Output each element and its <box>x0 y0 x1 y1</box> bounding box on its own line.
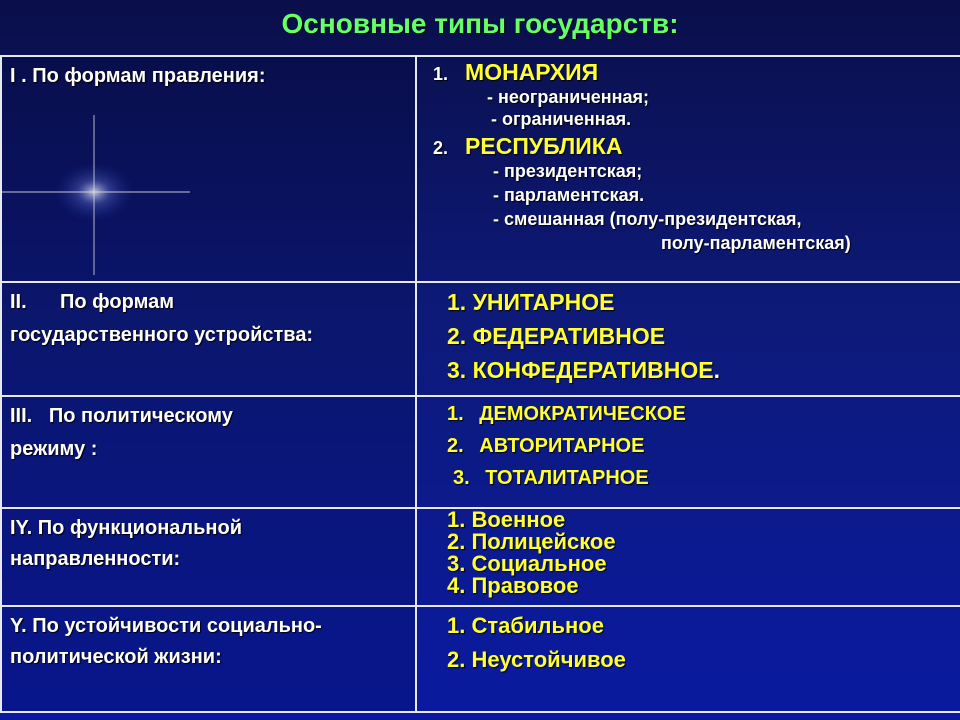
item-name: ДЕМОКРАТИЧЕСКОЕ <box>479 403 686 425</box>
item-number: 1. <box>447 613 466 638</box>
list-item <box>447 647 626 673</box>
row-label-line: Y. По устойчивости социально- <box>10 615 322 637</box>
item-name: КОНФЕДЕРАТИВНОЕ <box>472 357 714 383</box>
item-suffix: . <box>713 357 721 383</box>
row-content <box>416 606 960 712</box>
list-item <box>447 289 614 316</box>
item-name: УНИТАРНОЕ <box>472 289 615 315</box>
item-number: 2. <box>433 138 449 158</box>
row-label-line: режиму : <box>10 438 98 460</box>
item-name: ТОТАЛИТАРНОЕ <box>485 467 649 489</box>
list-item <box>447 575 579 597</box>
sub-item: - ограниченная. <box>491 109 632 129</box>
list-item <box>447 553 607 575</box>
sub-item: - парламентская. <box>493 185 645 205</box>
list-item <box>447 509 565 531</box>
row-label <box>1 396 416 508</box>
row-label <box>1 606 416 712</box>
sub-item: полу-парламентская) <box>661 233 851 253</box>
item-number: 3. <box>447 551 466 576</box>
sub-item: - неограниченная; <box>487 87 650 107</box>
table-row-functional-orientation <box>1 508 960 606</box>
row-label-line: III. По политическому <box>10 405 233 427</box>
item-number: 4. <box>447 573 466 598</box>
item-name: РЕСПУБЛИКА <box>465 133 623 159</box>
list-item <box>433 59 598 86</box>
item-number: 1. <box>447 403 464 425</box>
table-row-forms-of-government <box>1 56 960 282</box>
row-label <box>1 56 416 282</box>
item-name: Военное <box>471 507 566 532</box>
item-name: ФЕДЕРАТИВНОЕ <box>472 323 666 349</box>
table-row-stability <box>1 606 960 712</box>
row-content <box>416 396 960 508</box>
row-label-line: направленности: <box>10 548 181 570</box>
sub-item: - смешанная (полу-президентская, <box>493 209 802 229</box>
list-item <box>447 323 665 350</box>
row-label-line: политической жизни: <box>10 646 222 668</box>
item-name: МОНАРХИЯ <box>465 59 599 85</box>
list-item <box>447 403 686 426</box>
list-item <box>447 435 644 458</box>
item-name: Полицейское <box>471 529 616 554</box>
table-row-territorial-structure <box>1 282 960 396</box>
item-name: Правовое <box>471 573 579 598</box>
item-number: 3. <box>447 357 467 383</box>
item-number: 1. <box>433 64 449 84</box>
page-title: Основные типы государств: <box>281 8 679 39</box>
list-item <box>433 133 622 160</box>
row-label <box>1 282 416 396</box>
row-content <box>416 282 960 396</box>
list-item <box>453 467 649 490</box>
list-item <box>447 357 720 384</box>
table-row-political-regime <box>1 396 960 508</box>
item-name: Социальное <box>471 551 607 576</box>
item-number: 2. <box>447 529 466 554</box>
item-number: 2. <box>447 435 464 457</box>
item-number: 2. <box>447 647 466 672</box>
list-item <box>447 613 604 639</box>
list-item <box>447 531 616 553</box>
row-label-text: I . По формам правления: <box>10 65 266 87</box>
sub-item: - президентская; <box>493 161 643 181</box>
row-label-line: II. По формам <box>10 291 175 313</box>
item-number: 2. <box>447 323 467 349</box>
state-types-table <box>0 55 960 713</box>
item-number: 1. <box>447 507 466 532</box>
row-label-line: государственного устройства: <box>10 324 314 346</box>
item-number: 1. <box>447 289 467 315</box>
item-name: Неустойчивое <box>471 647 626 672</box>
row-label <box>1 508 416 606</box>
item-name: АВТОРИТАРНОЕ <box>479 435 645 457</box>
row-content <box>416 56 960 282</box>
item-name: Стабильное <box>471 613 604 638</box>
row-label-line: IY. По функциональной <box>10 517 242 539</box>
item-number: 3. <box>453 467 470 489</box>
row-content <box>416 508 960 606</box>
